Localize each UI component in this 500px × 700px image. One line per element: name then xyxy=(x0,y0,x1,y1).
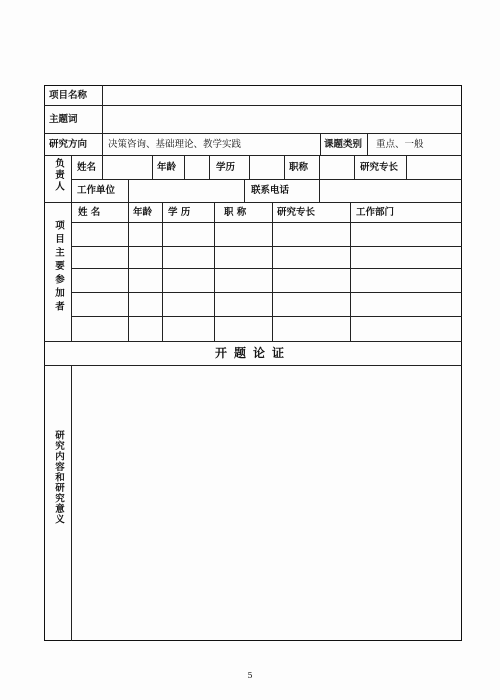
significance-label: 研究内容和研究意义 xyxy=(53,430,64,525)
participant-row[interactable] xyxy=(72,247,462,268)
participant-row[interactable] xyxy=(72,317,462,341)
leader-specialty-label: 研究专长 xyxy=(360,162,399,173)
page-number: 5 xyxy=(247,671,253,680)
leader-title-field[interactable] xyxy=(320,156,354,179)
column-divider xyxy=(320,133,321,155)
column-divider xyxy=(244,179,245,202)
leader-phone-field[interactable] xyxy=(320,180,461,202)
leader-education-label: 学历 xyxy=(216,162,236,173)
column-divider xyxy=(152,155,153,179)
project-name-field[interactable] xyxy=(103,86,461,105)
participants-header-age: 年龄 xyxy=(133,207,153,218)
leader-education-field[interactable] xyxy=(250,156,284,179)
participants-label: 项目主要参加者 xyxy=(53,220,64,315)
leader-title-label: 职称 xyxy=(289,162,309,173)
participants-header-name: 姓 名 xyxy=(78,207,101,218)
column-divider xyxy=(71,155,72,202)
column-divider xyxy=(367,133,368,155)
leader-phone-label: 联系电话 xyxy=(251,185,290,196)
category-value[interactable]: 重点、一般 xyxy=(376,139,424,150)
leader-age-label: 年龄 xyxy=(157,162,177,173)
opening-heading: 开题论证 xyxy=(214,346,291,360)
direction-value[interactable]: 决策咨询、基础理论、教学实践 xyxy=(108,139,242,150)
row-divider xyxy=(44,202,462,203)
keywords-field[interactable] xyxy=(103,106,461,133)
participant-row[interactable] xyxy=(72,223,462,246)
column-divider xyxy=(354,155,355,179)
column-divider xyxy=(209,155,210,179)
participants-header-title: 职 称 xyxy=(224,207,247,218)
leader-workplace-field[interactable] xyxy=(129,180,244,202)
row-divider xyxy=(44,341,462,342)
participants-header-education: 学 历 xyxy=(168,207,191,218)
research-project-form xyxy=(44,85,462,641)
leader-label: 负责人 xyxy=(53,158,64,193)
participant-row[interactable] xyxy=(72,293,462,316)
leader-name-label: 姓名 xyxy=(77,162,97,173)
participants-header-department: 工作部门 xyxy=(356,207,395,218)
project-name-label: 项目名称 xyxy=(49,90,88,101)
participant-row[interactable] xyxy=(72,269,462,292)
participants-header-specialty: 研究专长 xyxy=(277,207,316,218)
category-label: 课题类别 xyxy=(324,139,363,150)
leader-specialty-field[interactable] xyxy=(407,156,461,179)
leader-age-field[interactable] xyxy=(185,156,209,179)
leader-name-field[interactable] xyxy=(103,156,152,179)
row-divider xyxy=(44,133,462,134)
leader-workplace-label: 工作单位 xyxy=(77,185,116,196)
column-divider xyxy=(284,155,285,179)
direction-label: 研究方向 xyxy=(49,139,88,150)
significance-text-area[interactable] xyxy=(72,366,461,640)
keywords-label: 主题词 xyxy=(49,114,78,125)
